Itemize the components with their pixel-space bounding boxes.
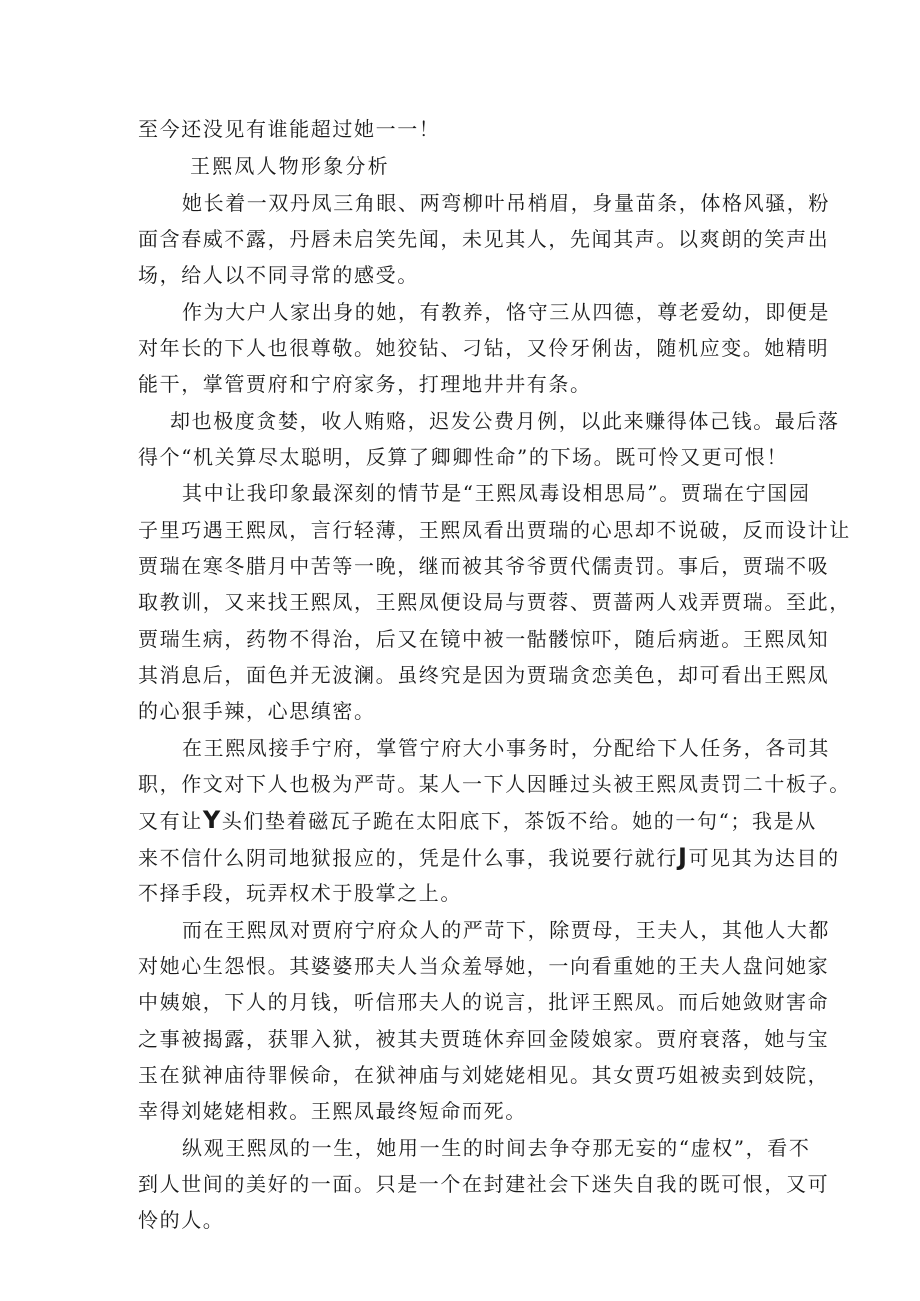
text-line: 面含春威不露，丹唇未启笑先闻，未见其人，先闻其声。以爽朗的笑声出 [138,227,830,251]
ocr-glyph-j: J [678,843,689,871]
text-line: 玉在狱神庙待罪候命，在狱神庙与刘姥姥相见。其女贾巧姐被卖到妓院， [138,1063,830,1087]
text-line: 职，作文对下人也极为严苛。某人一下人因睡过头被王熙凤责罚二十板子。 [138,772,851,796]
text-fragment: 可见其为达目的 [688,846,840,870]
text-line: 能干，掌管贾府和宁府家务，打理地井井有条。 [138,372,592,396]
text-line [138,845,840,870]
text-line: 得个“机关算尽太聪明，反算了卿卿性命”的下场。既可怜又更可恨！ [138,445,789,469]
text-line: 而在王熙凤对贾府宁府众人的严苛下，除贾母，王夫人，其他人大都 [182,918,830,942]
text-line: 对她心生怨恨。其婆婆邢夫人当众羞辱她，一向看重她的王夫人盘问她家 [138,954,830,978]
text-line: 子里巧遇王熙凤，言行轻薄，王熙凤看出贾瑞的心思却不说破，反而设计让 [138,518,851,542]
text-line: 不择手段，玩弄权术于股掌之上。 [138,881,462,905]
text-line: 取教训，又来找王熙凤，王熙凤便设局与贾蓉、贾蔷两人戏弄贾瑞。至此， [138,590,851,614]
ocr-glyph-y: Y [202,806,222,834]
text-line: 却也极度贪婪，收人贿赂，迟发公费月例，以此来赚得体己钱。最后落 [170,409,840,433]
text-line: 贾瑞在寒冬腊月中苦等一晚，继而被其爷爷贾代儒责罚。事后，贾瑞不吸 [138,554,830,578]
text-line: 纵观王熙凤的一生，她用一生的时间去争夺那无妄的“虚权”，看不 [182,1136,811,1160]
text-line: 作为大户人家出身的她，有教养，恪守三从四德，尊老爱幼，即便是 [182,300,830,324]
text-line: 的心狠手辣，心思缜密。 [138,699,376,723]
text-fragment: 又有让 [138,809,203,833]
text-line: 其消息后，面色并无波澜。虽终究是因为贾瑞贪恋美色，却可看出王熙凤 [138,663,830,687]
text-fragment: 来不信什么阴司地狱报应的，凭是什么事，我说要行就行 [138,846,678,870]
text-line: 到人世间的美好的一面。只是一个在封建社会下迷失自我的既可恨，又可 [138,1172,830,1196]
text-line: 她长着一双丹凤三角眼、两弯柳叶吊梢眉，身量苗条，体格风骚，粉 [182,191,830,215]
text-line: 幸得刘姥姥相救。王熙凤最终短命而死。 [138,1099,527,1123]
text-line: 对年长的下人也很尊敬。她狡钻、刁钻，又伶牙俐齿，随机应变。她精明 [138,336,830,360]
text-fragment: 头们垫着磁瓦子跪在太阳底下，茶饭不给。她的一句“；我是从 [221,809,817,833]
text-line: 中姨娘，下人的月钱，听信邢夫人的说言，批评王熙凤。而后她敛财害命 [138,990,830,1014]
text-line: 至今还没见有谁能超过她一一！ [138,117,441,141]
text-line: 怜的人。 [138,1208,225,1232]
text-line: 在王熙凤接手宁府，掌管宁府大小事务时，分配给下人任务，各司其 [182,736,830,760]
text-line: 其中让我印象最深刻的情节是“王熙凤毒设相思局”。贾瑞在宁国园 [182,481,811,505]
section-title: 王熙凤人物形象分析 [190,154,390,178]
text-line: 贾瑞生病，药物不得治，后又在镜中被一骷髅惊吓，随后病逝。王熙凤知 [138,627,830,651]
text-line: 场，给人以不同寻常的感受。 [138,263,419,287]
text-line: 之事被揭露，获罪入狱，被其夫贾琏休弃回金陵娘家。贾府衰落，她与宝 [138,1027,830,1051]
text-line [138,808,817,833]
